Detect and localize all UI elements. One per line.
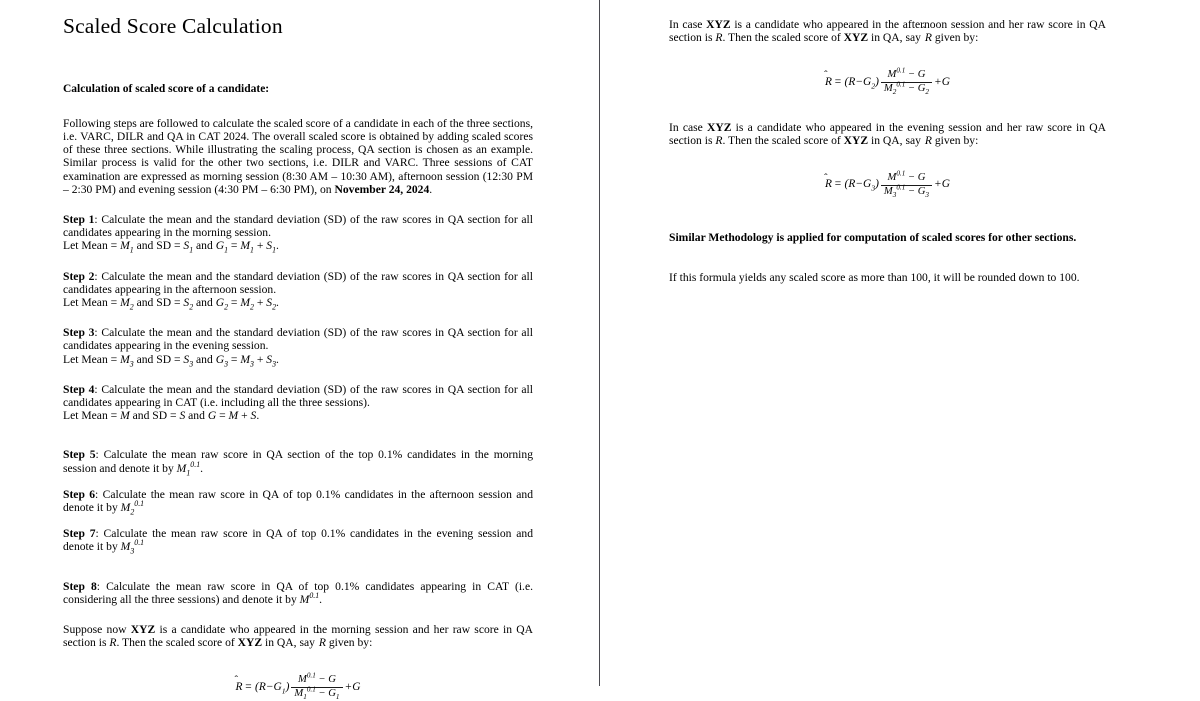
section-heading: Calculation of scaled score of a candidate: bbox=[63, 82, 270, 95]
formula-afternoon-numerator: $M^{0.1} - G$ bbox=[887, 66, 926, 81]
formula-afternoon-g: $G_2$ bbox=[863, 75, 876, 91]
step-6-text: : Calculate the mean raw score in QA of top 0.1% candidates in the afternoon session and denote it by bbox=[63, 487, 533, 514]
step-4-period: . bbox=[256, 409, 260, 423]
step-4-sd-symbol: S bbox=[179, 409, 186, 423]
case-afternoon-lead-5: given by: bbox=[931, 31, 979, 45]
step-7-paragraph bbox=[63, 527, 533, 556]
step-3-label: Step 3 bbox=[63, 326, 95, 340]
step-1-definition bbox=[63, 239, 533, 255]
step-8-label: Step 8 bbox=[63, 579, 97, 593]
step-4-rhs-a: M bbox=[228, 409, 239, 423]
intro-period: . bbox=[429, 182, 433, 196]
case-afternoon-lead-1: In case bbox=[669, 18, 707, 31]
right-column bbox=[669, 18, 1106, 285]
step-6-symbol: $M_2^{0.1}$ bbox=[120, 499, 145, 517]
case-afternoon-rhat: ˆ R bbox=[924, 31, 932, 44]
column-divider bbox=[599, 0, 600, 686]
case-evening-xyz: XYZ bbox=[707, 120, 732, 134]
step-3-period: . bbox=[276, 352, 279, 366]
step-2-mean-symbol: $M_2$ bbox=[120, 295, 134, 312]
step-2-label: Step 2 bbox=[63, 269, 95, 283]
step-4-text: : Calculate the mean and the standard deviation (SD) of the raw scores in QA section for all candidates appearing in CAT (i.e. including all the three sessions). bbox=[63, 382, 533, 409]
step-1-sd-symbol: $S_1$ bbox=[183, 239, 194, 255]
step-5-tail: . bbox=[200, 461, 204, 475]
step-3-mean-symbol: $M_3$ bbox=[120, 352, 134, 368]
formula-evening-minus: − bbox=[855, 178, 863, 191]
case-afternoon-lead-3: . Then the scaled score of bbox=[722, 31, 844, 45]
step-3-let-prefix: Let Mean = bbox=[63, 352, 121, 366]
formula-evening bbox=[825, 169, 950, 199]
step-5-label: Step 5 bbox=[63, 448, 96, 462]
formula-morning-r: R bbox=[258, 680, 266, 693]
formula-afternoon bbox=[825, 66, 950, 97]
formula-evening-wrap bbox=[669, 169, 1106, 199]
case-evening-lead-4: in QA, say bbox=[868, 133, 924, 147]
formula-evening-eq: = ( bbox=[834, 178, 849, 191]
case-evening-paragraph bbox=[669, 121, 1106, 147]
step-2-eq: = bbox=[228, 295, 241, 309]
step-8-text: : Calculate the mean raw score in QA of top 0.1% candidates appearing in CAT (i.e. considering all the three sessions) and denote it by bbox=[63, 579, 534, 606]
step-2-definition bbox=[63, 295, 533, 312]
step-3-text: : Calculate the mean and the standard deviation (SD) of the raw scores in QA section for all candidates appearing in the evening session. bbox=[63, 326, 533, 353]
formula-evening-close: ) bbox=[875, 178, 879, 191]
formula-morning-close: ) bbox=[285, 680, 290, 693]
step-1-eq: = bbox=[228, 239, 241, 253]
step-2-text: : Calculate the mean and the standard deviation (SD) of the raw scores in QA section for all candidates appearing in the afternoon session. bbox=[63, 269, 533, 296]
step-8-paragraph bbox=[63, 580, 533, 606]
step-4-paragraph bbox=[63, 383, 533, 409]
step-5-paragraph bbox=[63, 448, 533, 477]
step-4-definition bbox=[63, 409, 533, 422]
case-morning-lead-4: in QA, say bbox=[262, 636, 318, 650]
step-8-symbol: $M^{0.1}$ bbox=[299, 590, 320, 606]
case-morning-lead-3: . Then the scaled score of bbox=[116, 636, 238, 650]
step-2-let-prefix: Let Mean = bbox=[63, 295, 121, 309]
left-column bbox=[63, 14, 533, 700]
step-2-period: . bbox=[276, 295, 279, 309]
step-1-let-prefix: Let Mean = bbox=[63, 239, 121, 253]
step-2-sd-symbol: $S_2$ bbox=[183, 295, 194, 312]
case-morning-r: R bbox=[109, 636, 117, 650]
formula-morning-lhs: ˆ R bbox=[236, 682, 243, 693]
formula-afternoon-eq: = ( bbox=[834, 75, 849, 88]
case-evening-lead-3: . Then the scaled score of bbox=[722, 133, 844, 147]
formula-morning-final-g: G bbox=[352, 680, 361, 693]
step-3-g-symbol: $G_3$ bbox=[215, 352, 228, 368]
step-2-let-mid2: and bbox=[193, 295, 216, 309]
step-3-let-mid2: and bbox=[193, 352, 216, 366]
case-afternoon-r: R bbox=[715, 31, 723, 45]
step-1-plus: + bbox=[253, 239, 267, 253]
step-3-rhs-a: $M_3$ bbox=[240, 352, 254, 368]
step-1-let-mid2: and bbox=[193, 239, 216, 253]
formula-evening-plus: + bbox=[934, 178, 942, 191]
step-2-g-symbol: $G_2$ bbox=[215, 295, 228, 312]
formula-evening-lhs: ˆ R bbox=[825, 179, 832, 190]
formula-morning-wrap bbox=[63, 671, 533, 701]
formula-afternoon-close: ) bbox=[875, 75, 879, 88]
case-evening-lead-1: In case bbox=[669, 120, 707, 134]
formula-afternoon-final-g: G bbox=[941, 75, 950, 88]
case-evening-xyz-2: XYZ bbox=[843, 133, 869, 147]
formula-morning bbox=[235, 671, 361, 701]
case-afternoon-lead-2: is a candidate who appeared in the afternoon session and her raw score in QA section is bbox=[669, 18, 1106, 45]
formula-morning-numerator: $M^{0.1} - G$ bbox=[298, 671, 336, 686]
step-7-symbol: $M_3^{0.1}$ bbox=[120, 538, 145, 556]
formula-evening-g: $G_3$ bbox=[863, 178, 876, 193]
step-1-text: : Calculate the mean and the standard deviation (SD) of the raw scores in QA section for all candidates appearing in the morning session. bbox=[63, 212, 533, 240]
rounding-note: If this formula yields any scaled score as more than 100, it will be rounded down to 100. bbox=[669, 271, 1080, 285]
step-3-plus: + bbox=[253, 352, 267, 366]
step-4-plus: + bbox=[238, 409, 251, 423]
case-evening-rhat: ˆ R bbox=[924, 134, 932, 147]
step-4-mean-symbol: M bbox=[120, 409, 130, 423]
step-3-sd-symbol: $S_3$ bbox=[183, 352, 194, 368]
step-2-plus: + bbox=[253, 295, 267, 309]
step-4-label: Step 4 bbox=[63, 382, 95, 396]
step-4-let-prefix: Let Mean = bbox=[63, 409, 121, 423]
step-1-let-mid: and SD = bbox=[133, 239, 184, 253]
step-4-rhs-b: S bbox=[250, 409, 257, 423]
step-5-symbol: $M_1^{0.1}$ bbox=[176, 459, 201, 477]
formula-afternoon-r: R bbox=[848, 75, 856, 88]
formula-evening-fraction bbox=[881, 169, 932, 199]
case-morning-xyz: XYZ bbox=[130, 623, 156, 637]
similar-methodology-note: Similar Methodology is applied for computation of scaled scores for other sections. bbox=[669, 231, 1077, 245]
case-evening-r: R bbox=[715, 133, 723, 147]
case-morning-lead-2: is a candidate who appeared in the morning session and her raw score in QA section is bbox=[63, 623, 534, 650]
step-4-eq: = bbox=[216, 409, 229, 423]
step-3-eq: = bbox=[228, 352, 241, 366]
formula-evening-r: R bbox=[848, 178, 856, 191]
step-5-text: : Calculate the mean raw score in QA section of the top 0.1% candidates in the morning session and denote it by bbox=[63, 448, 533, 475]
formula-morning-fraction bbox=[291, 671, 342, 701]
formula-morning-denominator: $M_1^{0.1} - G_1$ bbox=[291, 687, 342, 700]
intro-text: Following steps are followed to calculate the scaled score of a candidate in each of the three sections, i.e. VARC, DILR and QA in CAT 2024. The overall scaled score is obtained by adding scaled scores of these three sections. While illustrating the scaling process, QA section is chosen as an example. Similar process is valid for the other two sections, i.e. DILR and VARC. Three sessions of CAT examination are expressed as morning session (8:30 AM – 10:30 AM), afternoon session (12:30 PM – 2:30 PM) and evening session (4:30 PM – 6:30 PM), on bbox=[63, 116, 534, 196]
case-evening-lead-2: is a candidate who appeared in the evening session and her raw score in QA section is bbox=[669, 120, 1106, 147]
case-evening-lead-5: given by: bbox=[931, 133, 979, 147]
step-1-rhs-b: $S_1$ bbox=[266, 239, 277, 255]
intro-paragraph bbox=[63, 117, 533, 196]
step-2-let-mid: and SD = bbox=[133, 295, 184, 309]
formula-morning-g: $G_1$ bbox=[273, 680, 286, 696]
formula-afternoon-lhs: ˆ R bbox=[825, 77, 832, 88]
case-afternoon-paragraph bbox=[669, 18, 1106, 44]
case-morning-rhat: ˆ R bbox=[318, 636, 326, 649]
case-morning-lead-1: Suppose now bbox=[63, 623, 131, 637]
step-3-definition bbox=[63, 353, 533, 366]
formula-afternoon-fraction bbox=[881, 66, 932, 97]
formula-morning-eq: = ( bbox=[244, 680, 259, 693]
formula-morning-plus: + bbox=[344, 680, 353, 693]
step-2-rhs-a: $M_2$ bbox=[240, 295, 254, 312]
step-3-paragraph bbox=[63, 326, 533, 352]
step-3-let-mid: and SD = bbox=[133, 352, 184, 366]
step-4-let-mid2: and bbox=[185, 409, 208, 423]
case-morning-lead-5: given by: bbox=[325, 636, 373, 650]
formula-afternoon-plus: + bbox=[934, 75, 942, 88]
page-title: Scaled Score Calculation bbox=[63, 14, 283, 38]
formula-morning-minus: − bbox=[265, 680, 274, 693]
case-morning-xyz-2: XYZ bbox=[237, 636, 263, 650]
case-morning-paragraph bbox=[63, 623, 533, 649]
step-8-tail: . bbox=[319, 592, 323, 606]
formula-evening-denominator: $M_3^{0.1} - G_3$ bbox=[881, 185, 932, 198]
step-1-mean-symbol: $M_1$ bbox=[120, 239, 134, 255]
case-afternoon-xyz-2: XYZ bbox=[843, 31, 869, 45]
step-1-paragraph bbox=[63, 213, 533, 239]
formula-evening-final-g: G bbox=[941, 178, 950, 191]
step-1-g-symbol: $G_1$ bbox=[215, 239, 228, 255]
step-7-label: Step 7 bbox=[63, 527, 96, 541]
formula-afternoon-denominator: $M_2^{0.1} - G_2$ bbox=[881, 82, 932, 95]
case-afternoon-lead-4: in QA, say bbox=[868, 31, 924, 45]
step-4-g-symbol: G bbox=[207, 409, 217, 423]
step-1-label: Step 1 bbox=[63, 212, 95, 226]
step-4-let-mid: and SD = bbox=[129, 409, 180, 423]
step-2-paragraph bbox=[63, 270, 533, 296]
step-7-text: : Calculate the mean raw score in QA of top 0.1% candidates in the evening session and denote it by bbox=[63, 527, 533, 554]
case-afternoon-xyz: XYZ bbox=[706, 18, 731, 31]
step-6-paragraph bbox=[63, 487, 533, 517]
formula-evening-numerator: $M^{0.1} - G$ bbox=[887, 169, 926, 183]
formula-afternoon-wrap bbox=[669, 66, 1106, 97]
step-1-rhs-a: $M_1$ bbox=[240, 239, 254, 255]
step-6-label: Step 6 bbox=[63, 487, 96, 501]
intro-date: November 24, 2024 bbox=[334, 182, 430, 196]
step-3-rhs-b: $S_3$ bbox=[266, 352, 277, 368]
formula-afternoon-minus: − bbox=[855, 75, 863, 88]
step-2-rhs-b: $S_2$ bbox=[266, 295, 277, 312]
step-1-period: . bbox=[276, 239, 279, 253]
